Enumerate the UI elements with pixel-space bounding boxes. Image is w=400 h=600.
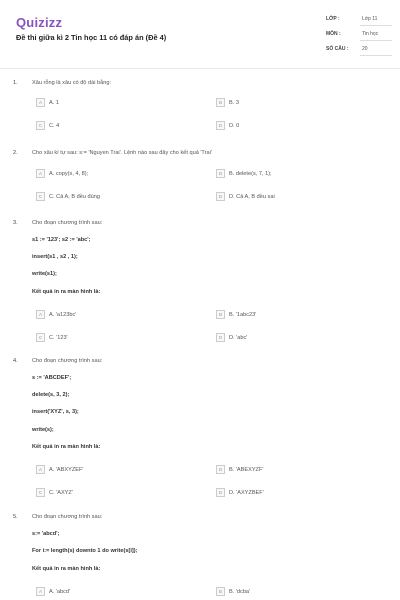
question-text: Cho đoạn chương trình sau: (32, 220, 103, 226)
option-letter-box: C (36, 121, 45, 130)
question-number: 2. (13, 150, 18, 156)
option-text: A. copy(s, 4, 8); (49, 170, 89, 177)
option-letter-box: B (216, 310, 225, 319)
option-letter-box: B (216, 587, 225, 596)
meta-underline (360, 55, 392, 56)
code-line: write(s1); (32, 271, 57, 277)
option-letter-box: D (216, 488, 225, 497)
option-letter-box: B (216, 465, 225, 474)
question-number: 5. (13, 514, 18, 520)
option-d[interactable] (216, 192, 275, 201)
option-letter-box: C (36, 333, 45, 342)
option-d[interactable] (216, 121, 239, 130)
question-text: Cho đoạn chương trình sau: (32, 358, 103, 364)
option-c[interactable] (36, 121, 59, 130)
option-text: A. 'ABXYZEF' (49, 466, 84, 473)
question-text: Xâu rỗng là xâu có độ dài bằng: (32, 80, 111, 86)
meta-label: LỚP : (326, 16, 340, 22)
option-b[interactable] (216, 587, 250, 596)
question-text: Cho xâu kí tự sau: s:= 'Nguyen Trai'. Lệnh nào sau đây cho kết quả 'Trai' (32, 150, 212, 156)
option-text: D. 'AXYZBEF' (229, 489, 264, 496)
code-line: write(s); (32, 427, 54, 433)
option-letter-box: D (216, 333, 225, 342)
header-divider (0, 68, 400, 69)
option-letter-box: C (36, 192, 45, 201)
meta-value: Lớp 11 (362, 16, 378, 22)
option-text: D. 0 (229, 122, 240, 129)
meta-value: Tin học (362, 31, 379, 37)
option-a[interactable] (36, 169, 88, 178)
option-text: C. Cả A, B đều đúng (49, 193, 100, 200)
option-b[interactable] (216, 98, 239, 107)
question-text: Cho đoạn chương trình sau: (32, 514, 103, 520)
option-text: B. 3 (229, 99, 239, 106)
code-line: For i:= length(s) downto 1 do write(s[i]); (32, 548, 138, 554)
option-text: C. 4 (49, 122, 60, 129)
result-prompt: Kết quả in ra màn hình là: (32, 566, 101, 572)
code-line: s:= 'abcd'; (32, 531, 60, 537)
option-letter-box: A (36, 465, 45, 474)
question-number: 1. (13, 80, 18, 86)
code-line: insert(s1 , s2 , 1); (32, 254, 78, 260)
meta-value: 20 (362, 46, 368, 52)
option-letter-box: A (36, 587, 45, 596)
code-line: insert('XYZ', s, 3); (32, 409, 79, 415)
option-text: A. 'a123bc' (49, 311, 77, 318)
option-text: D. Cả A, B đều sai (229, 193, 275, 200)
option-c[interactable] (36, 488, 73, 497)
option-b[interactable] (216, 169, 272, 178)
option-letter-box: D (216, 192, 225, 201)
document-header (0, 0, 400, 68)
meta-underline (360, 40, 392, 41)
option-a[interactable] (36, 587, 70, 596)
question-number: 4. (13, 358, 18, 364)
option-letter-box: D (216, 121, 225, 130)
result-prompt: Kết quả in ra màn hình là: (32, 444, 101, 450)
option-letter-box: A (36, 310, 45, 319)
quizizz-logo: Quizizz (16, 15, 63, 30)
result-prompt: Kết quả in ra màn hình là: (32, 289, 101, 295)
option-text: B. '1abc23' (229, 311, 257, 318)
option-letter-box: B (216, 98, 225, 107)
option-text: D. 'abc' (229, 334, 248, 341)
option-a[interactable] (36, 465, 83, 474)
code-line: delete(s, 3, 2); (32, 392, 70, 398)
option-letter-box: B (216, 169, 225, 178)
option-letter-box: A (36, 98, 45, 107)
option-text: C. '123' (49, 334, 68, 341)
option-d[interactable] (216, 333, 247, 342)
option-b[interactable] (216, 465, 263, 474)
option-text: B. 'dcba' (229, 588, 251, 595)
code-line: s1 := '123'; s2 := 'abc'; (32, 237, 91, 243)
meta-underline (360, 25, 392, 26)
option-a[interactable] (36, 98, 59, 107)
document-title: Đề thi giữa kì 2 Tin học 11 có đáp án (Đề 4) (16, 33, 167, 42)
option-letter-box: A (36, 169, 45, 178)
option-text: A. 1 (49, 99, 59, 106)
option-c[interactable] (36, 333, 68, 342)
option-letter-box: C (36, 488, 45, 497)
option-text: B. 'ABEXYZF' (229, 466, 264, 473)
option-b[interactable] (216, 310, 256, 319)
option-c[interactable] (36, 192, 100, 201)
option-text: C. 'AXYZ' (49, 489, 73, 496)
option-text: B. delete(s, 7, 1); (229, 170, 272, 177)
code-line: s := 'ABCDEF'; (32, 375, 72, 381)
option-d[interactable] (216, 488, 264, 497)
meta-label: MÔN : (326, 31, 341, 37)
meta-label: SỐ CÂU : (326, 46, 349, 52)
question-number: 3. (13, 220, 18, 226)
option-a[interactable] (36, 310, 76, 319)
option-text: A. 'abcd' (49, 588, 71, 595)
